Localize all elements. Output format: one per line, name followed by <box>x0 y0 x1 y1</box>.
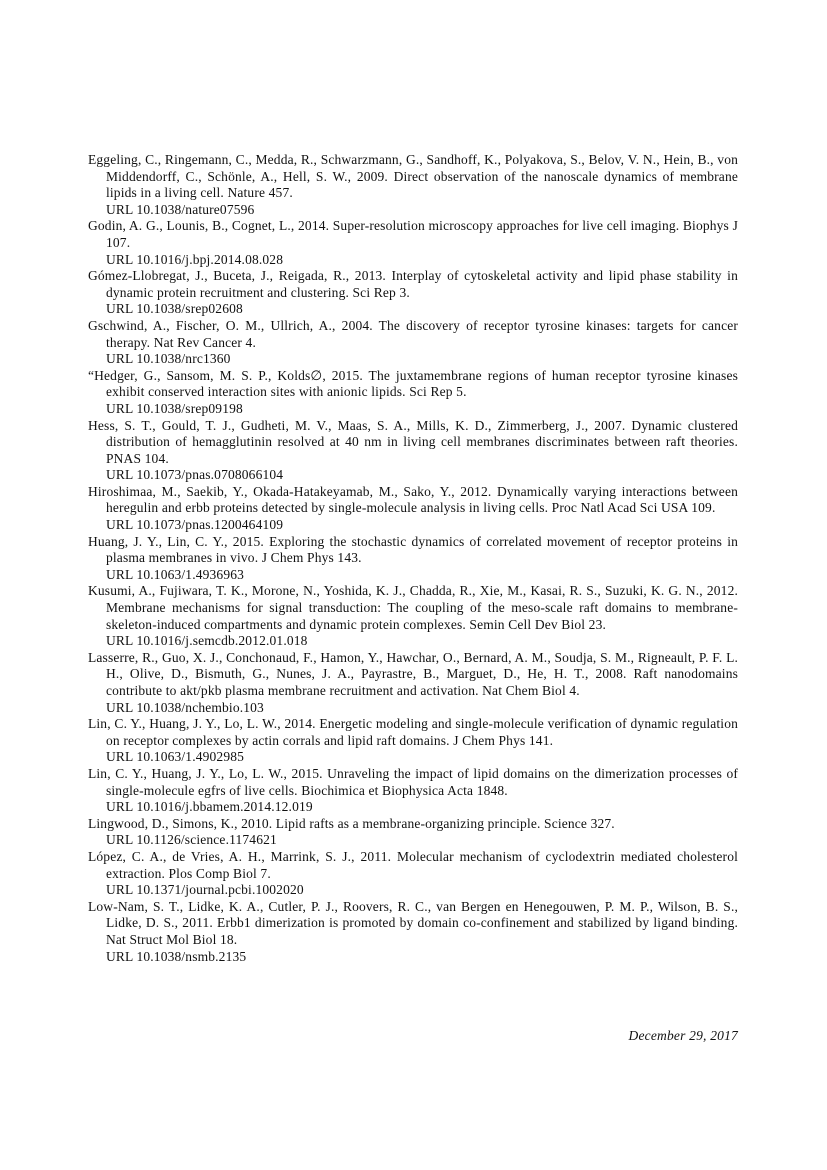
reference-item <box>88 368 738 418</box>
reference-citation: Godin, A. G., Lounis, B., Cognet, L., 2014. Super-resolution microscopy approaches for live cell imaging. Biophys J 107. <box>88 218 738 250</box>
reference-url: URL 10.1038/nature07596 <box>106 201 255 217</box>
reference-url: URL 10.1038/srep02608 <box>106 301 243 317</box>
reference-item <box>88 766 738 816</box>
reference-url: URL 10.1038/srep09198 <box>106 400 243 416</box>
reference-citation: Hess, S. T., Gould, T. J., Gudheti, M. V., Maas, S. A., Mills, K. D., Zimmerberg, J., 2007. Dynamic clustered distribution of hemagglutinin resolved at 40 nm in living cell membranes discriminates between raft theories. PNAS 104. <box>88 417 738 466</box>
reference-item <box>88 849 738 899</box>
reference-url: URL 10.1038/nrc1360 <box>106 351 231 367</box>
reference-url: URL 10.1126/science.1174621 <box>106 832 277 848</box>
reference-citation: Lingwood, D., Simons, K., 2010. Lipid rafts as a membrane-organizing principle. Science 327. <box>88 815 615 831</box>
reference-url: URL 10.1038/nchembio.103 <box>106 699 264 715</box>
footer-date: December 29, 2017 <box>628 1028 738 1043</box>
reference-url: URL 10.1016/j.bpj.2014.08.028 <box>106 251 284 267</box>
reference-citation: Eggeling, C., Ringemann, C., Medda, R., Schwarzmann, G., Sandhoff, K., Polyakova, S., Belov, V. N., Hein, B., von Middendorff, C., Schönle, A., Hell, S. W., 2009. Direct observation of the nanoscale dynamics of membrane lipids in a living cell. Nature 457. <box>88 152 738 201</box>
reference-citation: López, C. A., de Vries, A. H., Marrink, S. J., 2011. Molecular mechanism of cyclodextrin mediated cholesterol extraction. Plos Comp Biol 7. <box>88 848 738 881</box>
reference-item <box>88 152 738 218</box>
reference-item <box>88 716 738 766</box>
reference-item <box>88 218 738 268</box>
reference-citation: Gómez-Llobregat, J., Buceta, J., Reigada, R., 2013. Interplay of cytoskeletal activity and lipid phase stability in dynamic protein recruitment and clustering. Sci Rep 3. <box>88 268 738 300</box>
reference-url: URL 10.1063/1.4902985 <box>106 749 245 765</box>
reference-citation: Gschwind, A., Fischer, O. M., Ullrich, A., 2004. The discovery of receptor tyrosine kinases: targets for cancer therapy. Nat Rev Cancer 4. <box>88 317 738 350</box>
reference-item <box>88 268 738 318</box>
reference-citation: Lasserre, R., Guo, X. J., Conchonaud, F., Hamon, Y., Hawchar, O., Bernard, A. M., Soudja, S. M., Rigneault, P. F. L. H., Olive, D., Bismuth, G., Nunes, J. A., Payrastre, B., Marguet, D., He, H. T., 2008. Raft nanodomains contribute to akt/pkb plasma membrane recruitment and activation. Nat Chem Biol 4. <box>88 649 738 698</box>
reference-url: URL 10.1016/j.semcdb.2012.01.018 <box>106 633 308 649</box>
reference-citation: Huang, J. Y., Lin, C. Y., 2015. Exploring the stochastic dynamics of correlated movement of receptor proteins in plasma membranes in vivo. J Chem Phys 143. <box>88 533 738 566</box>
reference-item <box>88 650 738 716</box>
reference-citation: Lin, C. Y., Huang, J. Y., Lo, L. W., 2015. Unraveling the impact of lipid domains on the dimerization processes of single-molecule egfrs of live cells. Biochimica et Biophysica Acta 1848. <box>88 765 738 798</box>
reference-item <box>88 418 738 484</box>
references-list <box>88 152 738 965</box>
reference-url: URL 10.1371/journal.pcbi.1002020 <box>106 882 304 898</box>
reference-item <box>88 318 738 368</box>
reference-citation: Lin, C. Y., Huang, J. Y., Lo, L. W., 2014. Energetic modeling and single-molecule verification of dynamic regulation on receptor complexes by actin corrals and lipid raft domains. J Chem Phys 141. <box>88 716 738 748</box>
reference-citation: Low-Nam, S. T., Lidke, K. A., Cutler, P. J., Roovers, R. C., van Bergen en Henegouwen, P. M. P., Wilson, B. S., Lidke, D. S., 2011. Erbb1 dimerization is promoted by domain co-confinement and stabilized by ligand binding. Nat Struct Mol Biol 18. <box>88 898 738 947</box>
reference-url: URL 10.1016/j.bbamem.2014.12.019 <box>106 799 313 815</box>
reference-item <box>88 484 738 534</box>
reference-item <box>88 534 738 584</box>
reference-item <box>88 583 738 649</box>
reference-item <box>88 899 738 965</box>
reference-url: URL 10.1038/nsmb.2135 <box>106 948 247 964</box>
reference-item <box>88 816 738 849</box>
reference-url: URL 10.1063/1.4936963 <box>106 566 245 582</box>
reference-citation: “Hedger, G., Sansom, M. S. P., Kolds∅, 2015. The juxtamembrane regions of human receptor tyrosine kinases exhibit conserved interaction sites with anionic lipids. Sci Rep 5. <box>88 367 738 400</box>
reference-url: URL 10.1073/pnas.1200464109 <box>106 517 284 533</box>
reference-citation: Kusumi, A., Fujiwara, T. K., Morone, N., Yoshida, K. J., Chadda, R., Xie, M., Kasai, R. S., Suzuki, K. G. N., 2012. Membrane mechanisms for signal transduction: The coupling of the meso-scale raft domains to membrane-skeleton-induced compartments and dynamic protein complexes. Semin Cell Dev Biol 23. <box>88 583 738 632</box>
reference-citation: Hiroshimaa, M., Saekib, Y., Okada-Hatakeyamab, M., Sako, Y., 2012. Dynamically varying interactions between heregulin and erbb proteins detected by single-molecule analysis in living cells. Proc Natl Acad Sci USA 109. <box>88 483 738 516</box>
reference-url: URL 10.1073/pnas.0708066104 <box>106 467 284 483</box>
